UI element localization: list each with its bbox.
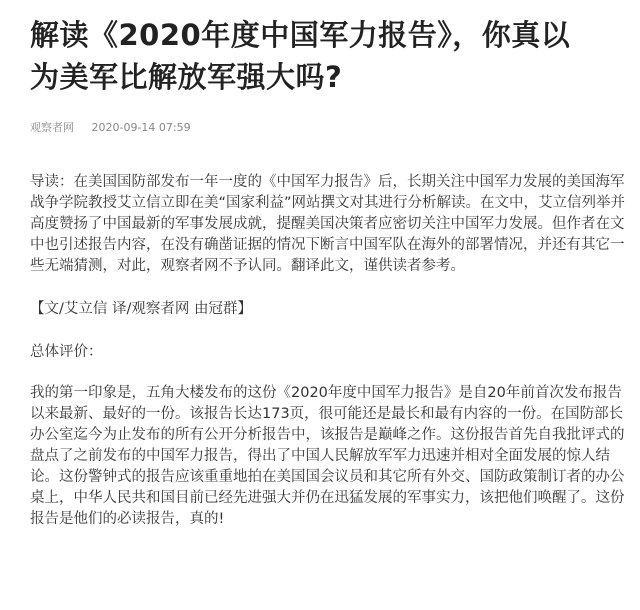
article-lead-paragraph: 导读：在美国国防部发布一年一度的《中国军力报告》后，长期关注中国军力发展的美国海军战争学院教授艾立信立即在美“国家利益”网站撰文对其进行分析解读。在文中，艾立信列举并高度赞扬了中国最新的军事发展成就，提醒美国决策者应密切关注中国军力发展。但作者在文中也引述报告内容，在没有确凿证据的情况下断言中国军队在海外的部署情况，并还有其它一些无端猜测，对此，观察者网不予认同。翻译此文，谨供读者参考。 [30,174,626,274]
article-meta [30,120,626,136]
article-author-credit: 【文/艾立信 译/观察者网 由冠群】 [30,301,252,317]
article-title-line-2: 为美军比解放军强大吗? [30,60,343,94]
article-content [30,172,626,530]
article-title-line-1: 解读《2020年度中国军力报告》，你真以 [30,18,571,52]
article-source[interactable]: 观察者网 [30,121,74,134]
article-section-heading: 总体评价： [30,344,103,360]
article-body-paragraph: 我的第一印象是，五角大楼发布的这份《2020年度中国军力报告》是自20年前首次发布报告以来最新、最好的一份。该报告长达173页，很可能还是最长和最有内容的一份。在国防部长办公室迄今为止发布的所有公开分析报告中，该报告是巅峰之作。这份报告首先自我批评式的盘点了之前发布的中国军力报告，得出了中国人民解放军军力迅速并相对全面发展的惊人结论。这份警钟式的报告应该重重地拍在美国国会议员和其它所有外交、国防政策制订者的办公桌上，中华人民共和国目前已经先进强大并仍在迅猛发展的军事实力，该把他们唤醒了。这份报告是他们的必读报告，真的! [30,385,625,527]
article-title [30,14,626,98]
article-datetime: 2020-09-14 07:59 [91,121,191,134]
